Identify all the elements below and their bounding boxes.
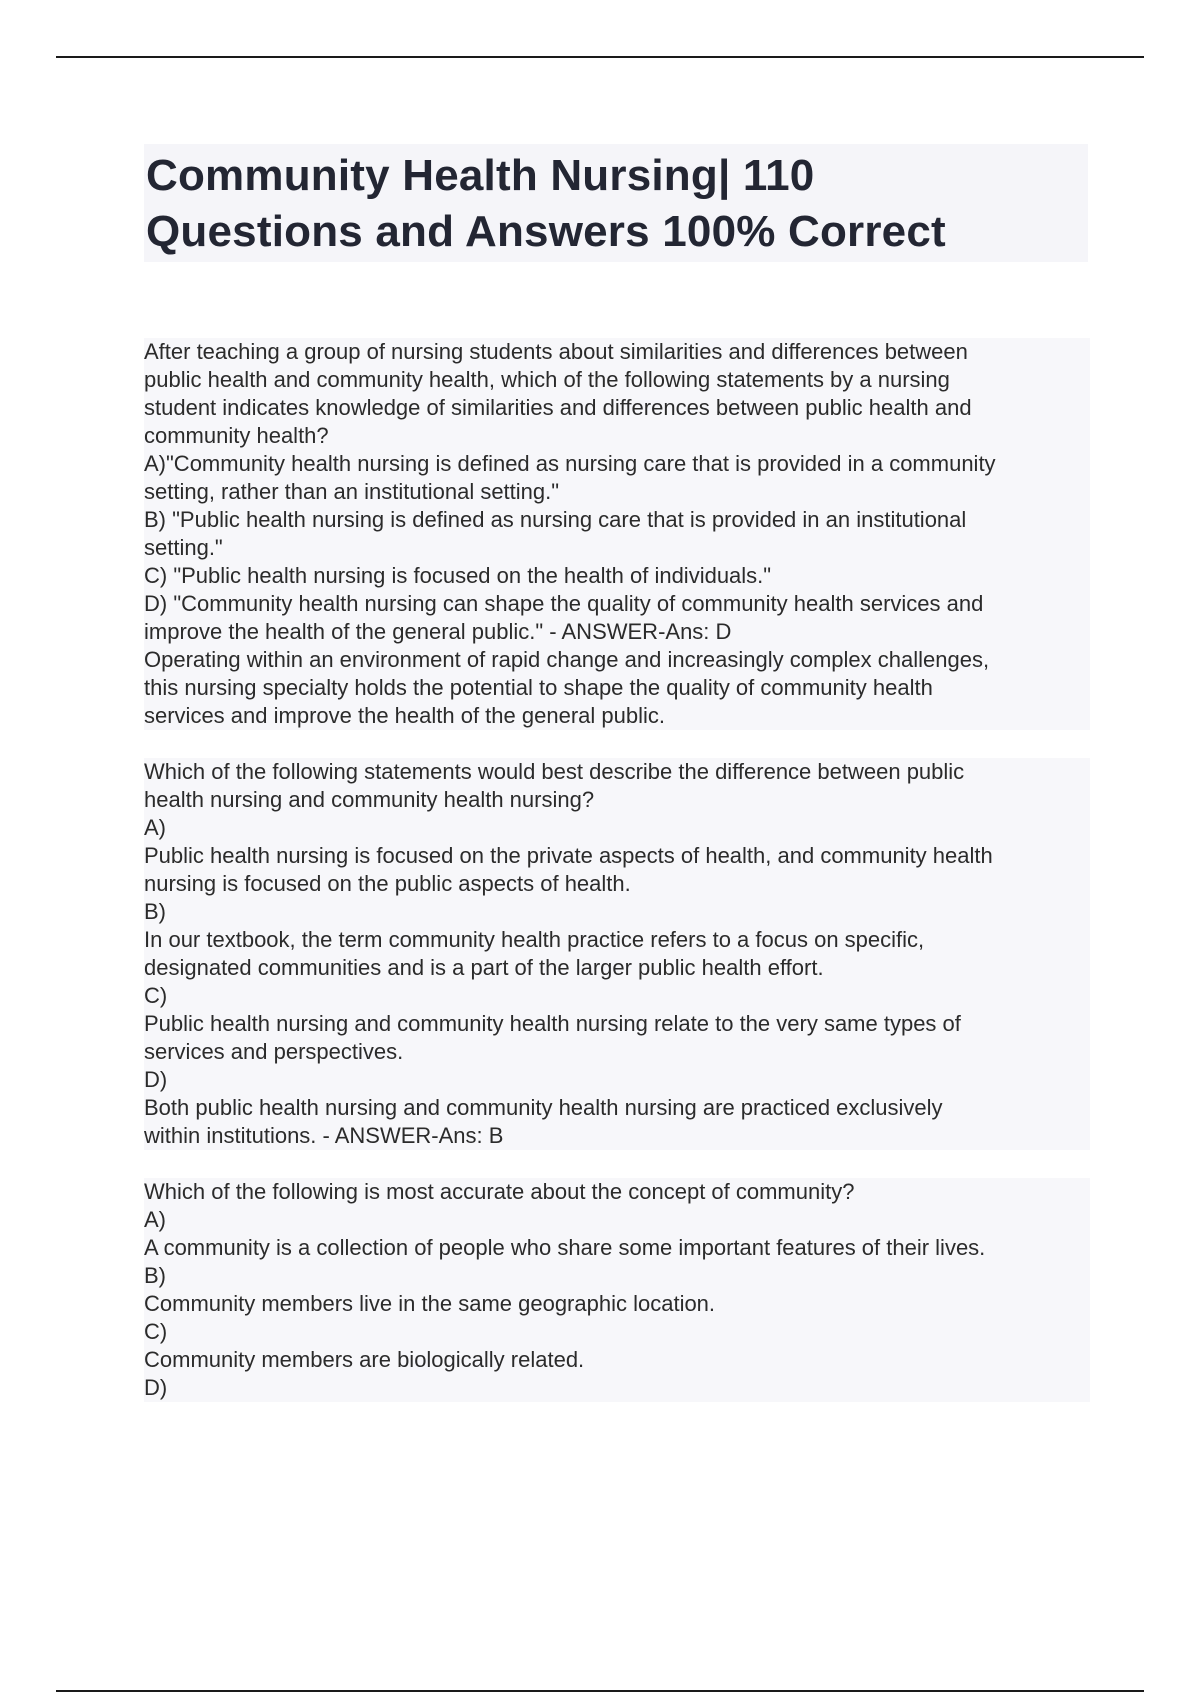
document-title — [146, 148, 1082, 260]
question-2-option-c: Public health nursing and community health nursing relate to the very same types of — [144, 1011, 961, 1036]
question-2-answer: within institutions. - ANSWER-Ans: B — [144, 1123, 504, 1148]
title-line-1: Community Health Nursing| 110 — [146, 151, 815, 200]
question-1-option-d: D) "Community health nursing can shape the quality of community health services and — [144, 591, 984, 616]
question-1-answer: improve the health of the general public." - ANSWER-Ans: D — [144, 619, 732, 644]
question-2-option-d-label: D) — [144, 1067, 168, 1092]
question-3-option-c: Community members are biologically related. — [144, 1347, 585, 1372]
question-3-option-d-label: D) — [144, 1375, 168, 1400]
top-rule — [56, 56, 1144, 58]
question-1-option-c: C) "Public health nursing is focused on the health of individuals." — [144, 563, 772, 588]
question-2-option-c: services and perspectives. — [144, 1039, 404, 1064]
title-block — [144, 144, 1088, 262]
question-1-line: student indicates knowledge of similarities and differences between public health and — [144, 395, 972, 420]
question-2-option-b-label: B) — [144, 899, 166, 924]
title-line-2: Questions and Answers 100% Correct — [146, 207, 946, 256]
question-block-1 — [144, 338, 1090, 730]
question-block-3 — [144, 1178, 1090, 1402]
question-1-rationale: this nursing specialty holds the potential to shape the quality of community health — [144, 675, 933, 700]
questions-content — [144, 338, 1090, 1402]
bottom-rule — [56, 1690, 1144, 1692]
question-3-option-b-label: B) — [144, 1263, 166, 1288]
question-3-line: Which of the following is most accurate about the concept of community? — [144, 1179, 855, 1204]
question-1-line: public health and community health, which of the following statements by a nursing — [144, 367, 950, 392]
question-3-option-c-label: C) — [144, 1319, 168, 1344]
question-1-option-a: A)"Community health nursing is defined as nursing care that is provided in a community — [144, 451, 996, 476]
question-2-option-d: Both public health nursing and community health nursing are practiced exclusively — [144, 1095, 943, 1120]
question-2-option-c-label: C) — [144, 983, 168, 1008]
question-2-option-a: nursing is focused on the public aspects of health. — [144, 871, 631, 896]
question-3-option-b: Community members live in the same geographic location. — [144, 1291, 716, 1316]
question-2-option-a: Public health nursing is focused on the private aspects of health, and community health — [144, 843, 993, 868]
question-2-option-b: In our textbook, the term community health practice refers to a focus on specific, — [144, 927, 925, 952]
question-3-option-a-label: A) — [144, 1207, 166, 1232]
question-2-line: health nursing and community health nursing? — [144, 787, 595, 812]
question-2-line: Which of the following statements would best describe the difference between public — [144, 759, 965, 784]
question-1-rationale: services and improve the health of the general public. — [144, 703, 665, 728]
question-2-option-b: designated communities and is a part of the larger public health effort. — [144, 955, 824, 980]
question-1-option-b: B) "Public health nursing is defined as nursing care that is provided in an institutional — [144, 507, 967, 532]
question-block-2 — [144, 758, 1090, 1150]
question-3-option-a: A community is a collection of people who share some important features of their lives. — [144, 1235, 986, 1260]
question-1-option-b: setting." — [144, 535, 223, 560]
question-1-rationale: Operating within an environment of rapid change and increasingly complex challenges, — [144, 647, 990, 672]
question-2-option-a-label: A) — [144, 815, 166, 840]
question-1-line: After teaching a group of nursing students about similarities and differences between — [144, 339, 968, 364]
question-1-line: community health? — [144, 423, 329, 448]
question-1-option-a: setting, rather than an institutional setting." — [144, 479, 560, 504]
